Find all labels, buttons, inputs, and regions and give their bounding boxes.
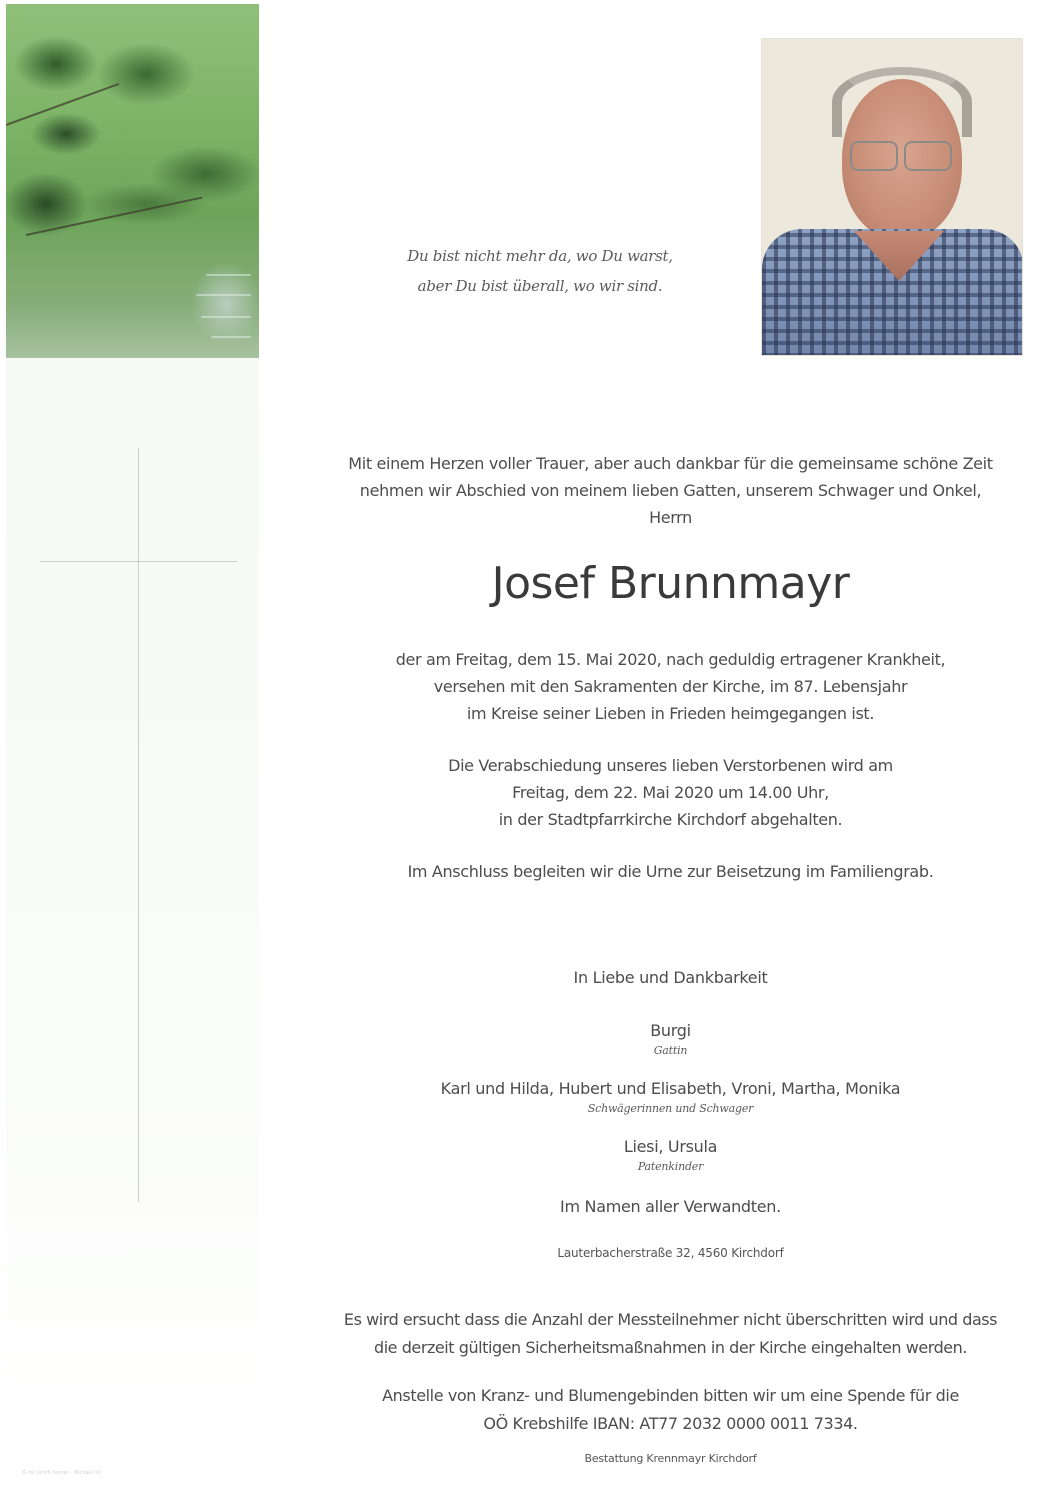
death-line: der am Freitag, dem 15. Mai 2020, nach geduldig ertragener Krankheit,: [395, 650, 946, 669]
mourner-entry: [280, 1019, 1061, 1059]
donation-request: [280, 1382, 1061, 1438]
farewell-line: in der Stadtpfarrkirche Kirchdorf abgehalten.: [498, 810, 843, 829]
mourner-relation: Schwägerinnen und Schwager: [587, 1102, 754, 1115]
branch-shape: [6, 83, 119, 126]
intro-line: nehmen wir Abschied von meinem lieben Gatten, unserem Schwager und Onkel,: [359, 481, 982, 500]
mourner-relation: Patenkinder: [637, 1160, 704, 1173]
behalf-of-relatives: Im Namen aller Verwandten.: [560, 1197, 781, 1216]
notice-line: die derzeit gültigen Sicherheitsmaßnahmen in der Kirche eingehalten werden.: [373, 1338, 967, 1357]
farewell-paragraph: [280, 752, 1061, 833]
undertaker-name: Bestattung Krennmayr Kirchdorf: [584, 1452, 757, 1465]
portrait-glasses-left: [850, 141, 898, 171]
mourner-names: Liesi, Ursula: [623, 1137, 718, 1156]
memorial-quote: [380, 241, 700, 301]
death-line: im Kreise seiner Lieben in Frieden heimgegangen ist.: [466, 704, 875, 723]
farewell-line: Freitag, dem 22. Mai 2020 um 14.00 Uhr,: [512, 783, 829, 802]
water-ripple: [206, 274, 251, 276]
farewell-line: Die Verabschiedung unseres lieben Verstorbenen wird am: [448, 756, 893, 775]
mourner-names: Burgi: [650, 1021, 691, 1040]
branch-shape: [26, 197, 202, 236]
intro-line: Herrn: [649, 508, 692, 527]
nature-photo: [6, 4, 259, 358]
water-ripple: [196, 294, 251, 296]
mourner-entry: [280, 1077, 1061, 1117]
portrait-glasses-right: [904, 141, 952, 171]
notice-line: Es wird ersucht dass die Anzahl der Messteilnehmer nicht überschritten wird und dass: [343, 1310, 998, 1329]
cross-icon-crossbar: [40, 561, 237, 562]
portrait-photo: [761, 38, 1023, 356]
intro-paragraph: [280, 450, 1061, 531]
death-paragraph: [280, 646, 1061, 727]
donation-line: Anstelle von Kranz- und Blumengebinden bitten wir um eine Spende für die: [382, 1386, 959, 1405]
photo-credit: © by Ulrich Aumer - Michael 10: [22, 1470, 101, 1476]
water-ripple: [211, 336, 251, 338]
urn-burial-text: Im Anschluss begleiten wir die Urne zur Beisetzung im Familiengrab.: [407, 862, 934, 881]
mourner-names: Karl und Hilda, Hubert und Elisabeth, Vroni, Martha, Monika: [440, 1079, 901, 1098]
family-address: Lauterbacherstraße 32, 4560 Kirchdorf: [557, 1246, 784, 1260]
death-line: versehen mit den Sakramenten der Kirche, im 87. Lebensjahr: [433, 677, 908, 696]
donation-line: OÖ Krebshilfe IBAN: AT77 2032 0000 0011 7334.: [483, 1414, 858, 1433]
intro-line: Mit einem Herzen voller Trauer, aber auch dankbar für die gemeinsame schöne Zeit: [348, 454, 993, 473]
mourner-relation: Gattin: [653, 1044, 688, 1057]
water-ripple: [201, 316, 251, 318]
mourner-entry: [280, 1135, 1061, 1175]
safety-notice: [280, 1306, 1061, 1362]
quote-line: aber Du bist überall, wo wir sind.: [417, 277, 663, 295]
deceased-name: Josef Brunnmayr: [491, 558, 850, 609]
quote-line: Du bist nicht mehr da, wo Du warst,: [407, 247, 673, 265]
closing-phrase: In Liebe und Dankbarkeit: [573, 968, 768, 987]
